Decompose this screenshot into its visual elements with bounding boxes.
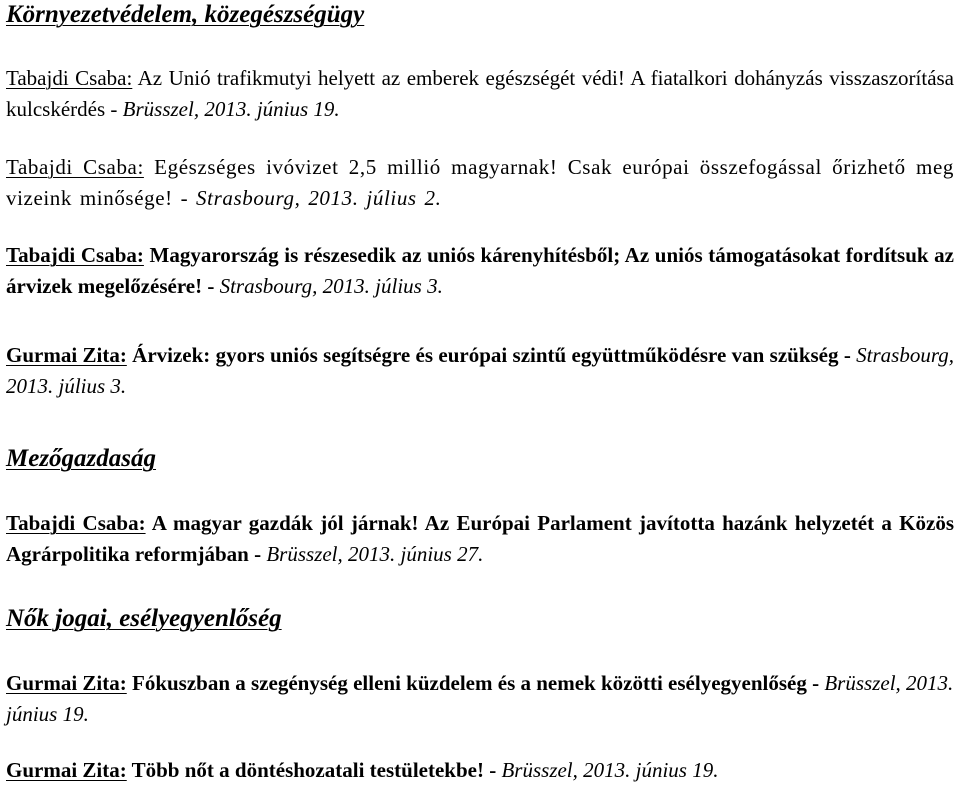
news-entry [6, 63, 954, 125]
entry-separator: - [483, 758, 502, 782]
entry-title: A magyar gazdák jól járnak! Az Európai Parlament javította hazánk helyzetét a Közös Agrárpolitika reformjában [6, 511, 954, 566]
section-heading-womens-rights: Nők jogai, esélyegyenlőség [6, 605, 282, 632]
entry-title: Magyarország is részesedik az uniós kárenyhítésből; Az uniós támogatásokat fordítsuk az árvizek megelőzésére! [6, 243, 954, 298]
section-heading-environment: Környezetvédelem, közegészségügy [6, 1, 365, 28]
entry-source: Strasbourg, 2013. július 3. [219, 274, 443, 298]
entry-author[interactable]: Tabajdi Csaba: [6, 243, 144, 267]
news-entry [6, 755, 954, 786]
entry-author[interactable]: Tabajdi Csaba: [6, 66, 133, 90]
entry-source: Strasbourg, 2013. július 3. [6, 343, 954, 398]
entry-source: Brüsszel, 2013. június 19. [122, 97, 340, 121]
entry-author[interactable]: Gurmai Zita: [6, 758, 127, 782]
entry-separator: - [172, 186, 197, 210]
entry-title: Árvizek: gyors uniós segítségre és európai szintű együttműködésre van szükség [126, 343, 839, 367]
news-entry [6, 152, 954, 214]
entry-source: Strasbourg, 2013. július 2. [196, 186, 442, 210]
entry-title: Az Unió trafikmutyi helyett az emberek egészségét védi! A fiatalkori dohányzás visszaszorítása kulcskérdés [6, 66, 955, 121]
entry-separator: - [806, 671, 825, 695]
entry-author[interactable]: Gurmai Zita: [6, 671, 127, 695]
entry-author[interactable]: Tabajdi Csaba: [6, 511, 146, 535]
entry-source: Brüsszel, 2013. június 27. [266, 542, 484, 566]
news-entry [6, 340, 954, 402]
entry-title: Fókuszban a szegénység elleni küzdelem és a nemek közötti esélyegyenlőség [126, 671, 807, 695]
section-heading-agriculture: Mezőgazdaság [6, 445, 157, 472]
entry-separator: - [838, 343, 857, 367]
entry-author[interactable]: Tabajdi Csaba: [6, 155, 144, 179]
entry-author[interactable]: Gurmai Zita: [6, 343, 127, 367]
entry-source: Brüsszel, 2013. június 19. [501, 758, 719, 782]
entry-separator: - [202, 274, 220, 298]
entry-source: Brüsszel, 2013. június 19. [6, 671, 954, 726]
news-entry [6, 240, 954, 302]
entry-separator: - [248, 542, 267, 566]
news-entry [6, 508, 954, 570]
news-entry [6, 668, 954, 730]
entry-separator: - [105, 97, 123, 121]
entry-title: Egészséges ivóvizet 2,5 millió magyarnak! Csak európai összefogással őrizhető meg vizeink minősége! [6, 155, 955, 210]
entry-title: Több nőt a döntéshozatali testületekbe! [126, 758, 484, 782]
